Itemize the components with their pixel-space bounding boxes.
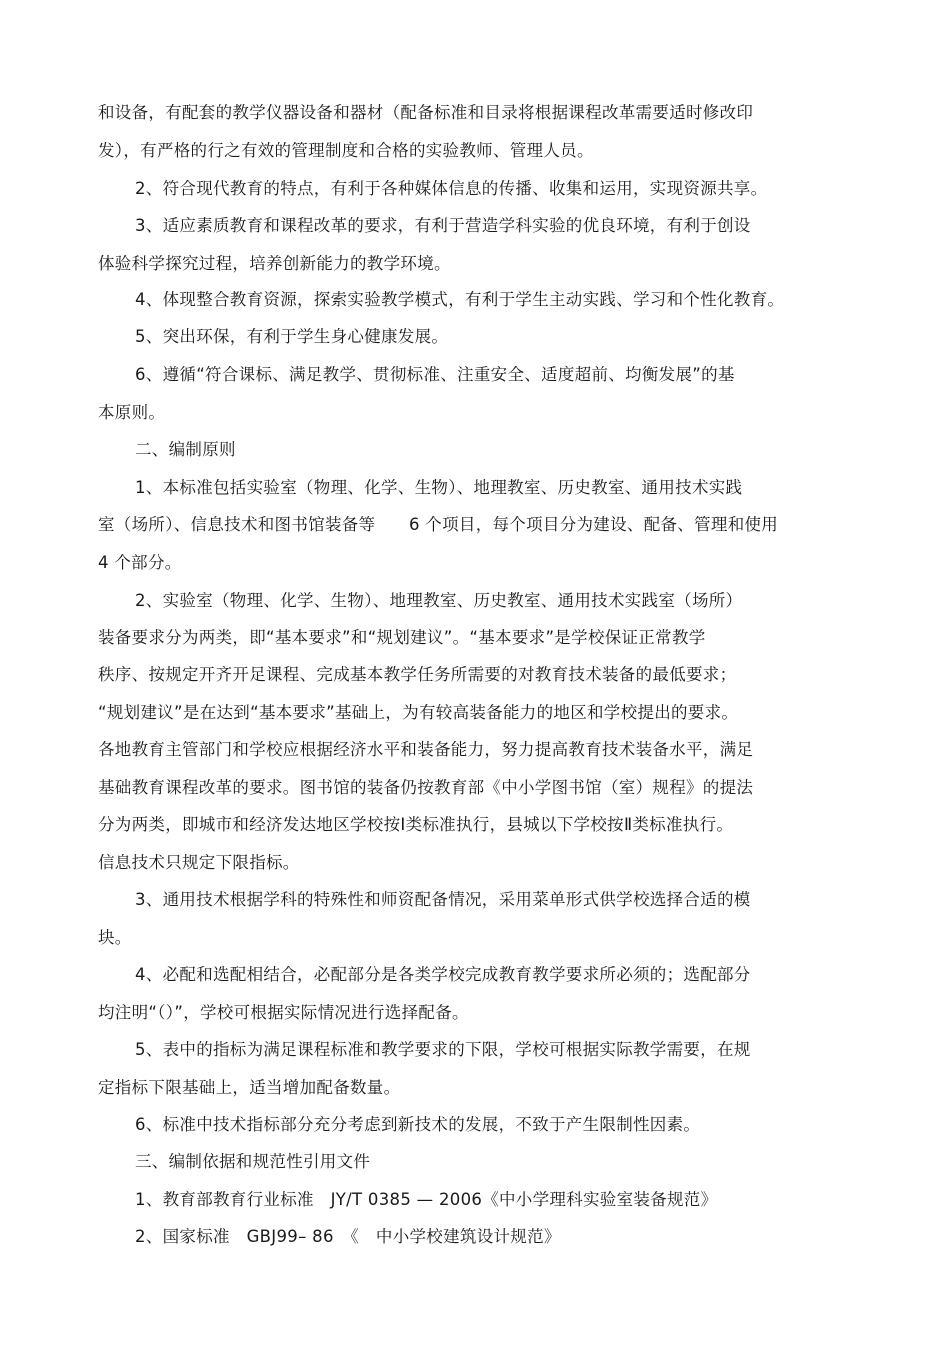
text-line: 5、表中的指标为满足课程标准和教学要求的下限，学校可根据实际教学需要，在规 xyxy=(135,1040,751,1059)
text-line: 4 个部分。 xyxy=(98,553,182,572)
section-heading: 三、编制依据和规范性引用文件 xyxy=(135,1152,371,1171)
text-line: 装备要求分为两类，即“基本要求”和“规划建议”。“基本要求”是学校保证正常教学 xyxy=(98,628,706,647)
text-line: 均注明“（）”，学校可根据实际情况进行选择配备。 xyxy=(98,1003,469,1022)
text-line: “规划建议”是在达到“基本要求”基础上，为有较高装备能力的地区和学校提出的要求。 xyxy=(98,703,739,722)
text-line: 2、实验室（物理、化学、生物）、地理教室、历史教室、通用技术实践室（场所） xyxy=(135,591,743,610)
text-line: 2、符合现代教育的特点，有利于各种媒体信息的传播、收集和运用，实现资源共享。 xyxy=(135,179,768,198)
text-line: 3、适应素质教育和课程改革的要求，有利于营造学科实验的优良环境，有利于创设 xyxy=(135,216,751,235)
text-line: 5、突出环保，有利于学生身心健康发展。 xyxy=(135,327,449,346)
section-heading: 二、编制原则 xyxy=(135,440,236,459)
text-line: 4、必配和选配相结合，必配部分是各类学校完成教育教学要求所必须的；选配部分 xyxy=(135,965,751,984)
text-line: 块。 xyxy=(98,928,132,947)
text-line: 1、本标准包括实验室（物理、化学、生物）、地理教室、历史教室、通用技术实践 xyxy=(135,478,743,497)
text-line: 4、体现整合教育资源，探索实验教学模式，有利于学生主动实践、学习和个性化教育。 xyxy=(135,290,785,309)
text-line: 定指标下限基础上，适当增加配备数量。 xyxy=(98,1078,401,1097)
text-line: 信息技术只规定下限指标。 xyxy=(98,853,300,872)
text-line: 室（场所）、信息技术和图书馆装备等 6 个项目，每个项目分为建设、配备、管理和使用 xyxy=(98,515,779,534)
text-line: 本原则。 xyxy=(98,403,166,422)
text-line: 6、遵循“符合课标、满足教学、贯彻标准、注重安全、适度超前、均衡发展”的基 xyxy=(135,365,735,384)
text-line: 3、通用技术根据学科的特殊性和师资配备情况，采用菜单形式供学校选择合适的模 xyxy=(135,890,751,909)
text-line: 分为两类，即城市和经济发达地区学校按Ⅰ类标准执行，县城以下学校按Ⅱ类标准执行。 xyxy=(98,815,734,834)
text-line: 发），有严格的行之有效的管理制度和合格的实验教师、管理人员。 xyxy=(98,141,594,160)
text-line: 6、标准中技术指标部分充分考虑到新技术的发展，不致于产生限制性因素。 xyxy=(135,1115,701,1134)
text-line: 各地教育主管部门和学校应根据经济水平和装备能力，努力提高教育技术装备水平，满足 xyxy=(98,740,754,759)
text-line: 1、教育部教育行业标准 JY/T 0385 — 2006《中小学理科实验室装备规范》 xyxy=(135,1190,718,1209)
text-line: 2、国家标准 GBJ99– 86 《 中小学校建筑设计规范》 xyxy=(135,1227,561,1246)
text-line: 和设备，有配套的教学仪器设备和器材（配备标准和目录将根据课程改革需要适时修改印 xyxy=(98,103,754,122)
text-line: 秩序、按规定开齐开足课程、完成基本教学任务所需要的对教育技术装备的最低要求； xyxy=(98,665,737,684)
text-line: 体验科学探究过程，培养创新能力的教学环境。 xyxy=(98,254,451,273)
text-line: 基础教育课程改革的要求。图书馆的装备仍按教育部《中小学图书馆（室）规程》的提法 xyxy=(98,778,754,797)
